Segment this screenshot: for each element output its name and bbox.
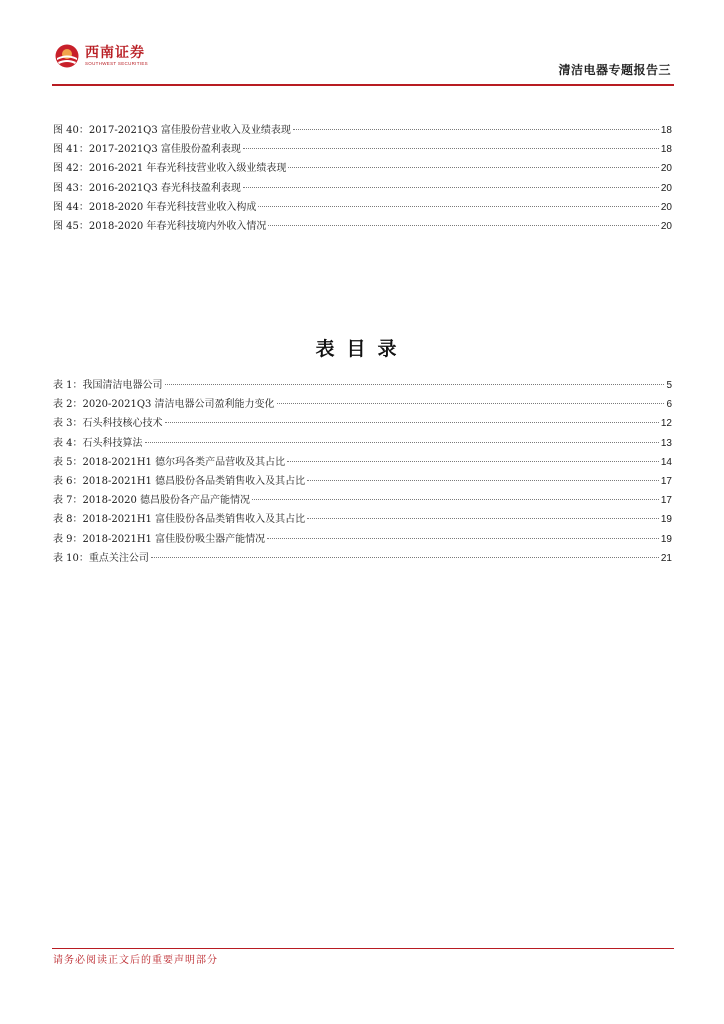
toc-page-number: 5 bbox=[666, 380, 672, 391]
leader-dots bbox=[165, 422, 659, 423]
leader-dots bbox=[267, 538, 659, 539]
toc-entry[interactable] bbox=[53, 159, 672, 178]
toc-entry[interactable] bbox=[53, 376, 672, 395]
leader-dots bbox=[243, 187, 659, 188]
sun-logo-icon bbox=[55, 44, 79, 68]
toc-entry[interactable] bbox=[53, 414, 672, 433]
toc-entry-label: 图 40：2017-2021Q3 富佳股份营业收入及业绩表现 bbox=[53, 125, 291, 136]
toc-page-number: 21 bbox=[660, 552, 672, 564]
header-divider bbox=[52, 84, 674, 86]
toc-entry[interactable] bbox=[53, 530, 672, 549]
page-header bbox=[0, 0, 724, 92]
toc-entry-label: 表 8：2018-2021H1 富佳股份各品类销售收入及其占比 bbox=[53, 514, 306, 526]
toc-page-number: 6 bbox=[666, 399, 672, 411]
toc-entry-label: 图 44：2018-2020 年春光科技营业收入构成 bbox=[53, 201, 257, 213]
leader-dots bbox=[243, 148, 659, 149]
company-logo bbox=[55, 44, 148, 68]
leader-dots bbox=[288, 167, 659, 168]
leader-dots bbox=[307, 518, 659, 519]
toc-page-number: 13 bbox=[660, 437, 672, 449]
toc-entry[interactable] bbox=[53, 395, 672, 414]
toc-page-number: 18 bbox=[660, 125, 672, 136]
leader-dots bbox=[293, 129, 659, 130]
toc-entry[interactable] bbox=[53, 453, 672, 472]
toc-page-number: 20 bbox=[660, 182, 672, 194]
toc-page-number: 20 bbox=[660, 220, 672, 232]
toc-entry-label: 图 43：2016-2021Q3 春光科技盈利表现 bbox=[53, 182, 241, 194]
toc-entry[interactable] bbox=[53, 510, 672, 529]
toc-entry[interactable] bbox=[53, 179, 672, 198]
leader-dots bbox=[145, 442, 659, 443]
toc-page-number: 18 bbox=[660, 144, 672, 156]
toc-entry[interactable] bbox=[53, 121, 672, 140]
footer-divider bbox=[52, 948, 674, 949]
table-toc bbox=[53, 376, 672, 568]
toc-page-number: 14 bbox=[660, 456, 672, 468]
toc-page-number: 19 bbox=[660, 533, 672, 545]
logo-chinese-name: 西南证券 bbox=[85, 44, 145, 61]
toc-entry[interactable] bbox=[53, 434, 672, 453]
leader-dots bbox=[277, 403, 665, 404]
toc-page-number: 17 bbox=[660, 475, 672, 487]
toc-entry-label: 表 6：2018-2021H1 德昌股份各品类销售收入及其占比 bbox=[53, 475, 306, 487]
toc-entry[interactable] bbox=[53, 472, 672, 491]
toc-page-number: 12 bbox=[660, 418, 672, 430]
toc-entry[interactable] bbox=[53, 140, 672, 159]
toc-entry-label: 表 4：石头科技算法 bbox=[53, 437, 143, 449]
leader-dots bbox=[165, 384, 665, 385]
leader-dots bbox=[151, 557, 659, 558]
footer-disclaimer: 请务必阅读正文后的重要声明部分 bbox=[53, 955, 218, 966]
figure-toc bbox=[53, 121, 672, 236]
toc-entry[interactable] bbox=[53, 491, 672, 510]
toc-entry-label: 图 41：2017-2021Q3 富佳股份盈利表现 bbox=[53, 144, 241, 156]
toc-entry-label: 图 42：2016-2021 年春光科技营业收入级业绩表现 bbox=[53, 163, 287, 175]
leader-dots bbox=[307, 480, 659, 481]
toc-page-number: 19 bbox=[660, 514, 672, 526]
toc-entry[interactable] bbox=[53, 549, 672, 568]
toc-entry-label: 表 10：重点关注公司 bbox=[53, 552, 149, 564]
report-title: 清洁电器专题报告三 bbox=[558, 63, 671, 77]
toc-entry-label: 表 3：石头科技核心技术 bbox=[53, 418, 163, 430]
leader-dots bbox=[252, 499, 659, 500]
logo-english-name: SOUTHWEST SECURITIES bbox=[85, 60, 148, 66]
toc-entry-label: 表 1：我国清洁电器公司 bbox=[53, 380, 163, 391]
toc-page-number: 20 bbox=[660, 201, 672, 213]
toc-page-number: 17 bbox=[660, 495, 672, 507]
toc-entry-label: 表 2：2020-2021Q3 清洁电器公司盈利能力变化 bbox=[53, 399, 275, 411]
toc-entry[interactable] bbox=[53, 217, 672, 236]
toc-entry-label: 表 5：2018-2021H1 德尔玛各类产品营收及其占比 bbox=[53, 456, 286, 468]
table-toc-heading: 表目录 bbox=[315, 338, 409, 360]
toc-page-number: 20 bbox=[660, 163, 672, 175]
toc-entry-label: 表 9：2018-2021H1 富佳股份吸尘器产能情况 bbox=[53, 533, 266, 545]
toc-entry[interactable] bbox=[53, 198, 672, 217]
toc-entry-label: 图 45：2018-2020 年春光科技境内外收入情况 bbox=[53, 220, 267, 232]
toc-entry-label: 表 7：2018-2020 德昌股份各产品产能情况 bbox=[53, 495, 250, 507]
leader-dots bbox=[258, 206, 659, 207]
leader-dots bbox=[287, 461, 659, 462]
leader-dots bbox=[268, 225, 659, 226]
